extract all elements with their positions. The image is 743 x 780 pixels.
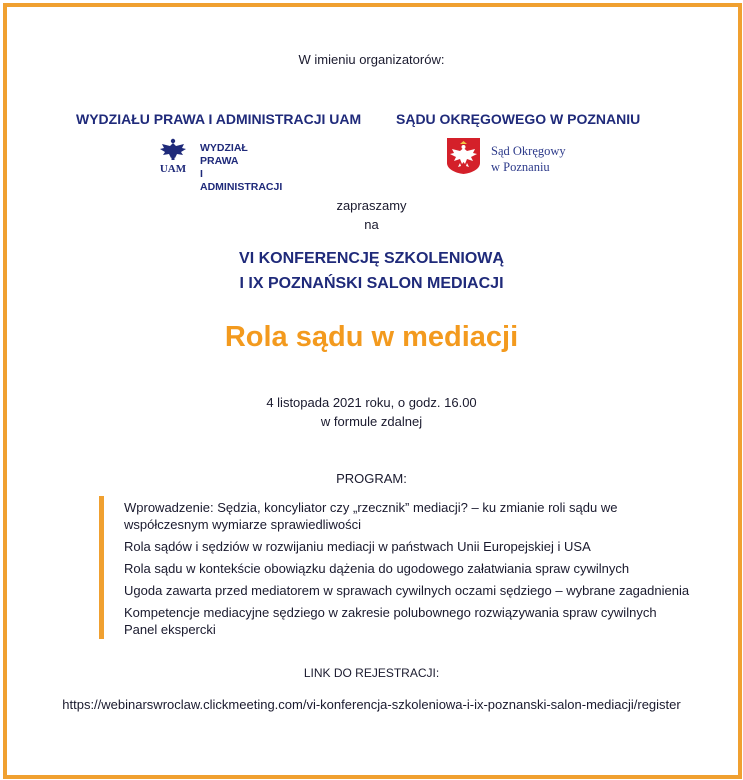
- uam-logo: [158, 136, 283, 193]
- court-logo-text: [491, 143, 566, 175]
- uam-logo-mark: UAM: [159, 163, 187, 174]
- program-accent-bar: [99, 496, 104, 639]
- intro-text: W imieniu organizatorów:: [298, 52, 445, 67]
- uam-logo-text-line1: WYDZIAŁ PRAWA: [200, 142, 248, 167]
- program-item: Wprowadzenie: Sędzia, koncyliator czy „rzecznik” mediacji? – ku zmianie roli sądu we współczesnym wymiarze sprawiedliwości: [124, 500, 618, 532]
- registration-label: LINK DO REJESTRACJI:: [303, 666, 440, 680]
- uam-logo-text-line2: I ADMINISTRACJI: [200, 168, 283, 193]
- event-format: w formule zdalnej: [320, 414, 423, 429]
- polish-eagle-shield-icon: [446, 137, 481, 175]
- invitation-line1: zapraszamy: [336, 198, 407, 213]
- organizer-uam-name: WYDZIAŁU PRAWA I ADMINISTRACJI UAM: [76, 111, 362, 127]
- program-item: Rola sądów i sędziów w rozwijaniu mediacji w państwach Unii Europejskiej i USA: [124, 539, 591, 554]
- event-title-line1: VI KONFERENCJĘ SZKOLENIOWĄ: [239, 250, 504, 267]
- organizer-court-name: SĄDU OKRĘGOWEGO W POZNANIU: [396, 111, 641, 127]
- invitation-line2: na: [364, 217, 379, 232]
- program-item: Rola sądu w kontekście obowiązku dążenia do ugodowego załatwiania spraw cywilnych: [124, 561, 630, 576]
- program-item: Ugoda zawarta przed mediatorem w sprawach cywilnych oczami sędziego – wybrane zagadnienia: [124, 583, 690, 598]
- court-logo: [446, 137, 586, 177]
- program-label: PROGRAM:: [336, 471, 407, 486]
- event-headline: Rola sądu w mediacji: [224, 321, 519, 353]
- program-item: Kompetencje mediacyjne sędziego w zakresie polubownego rozwiązywania spraw cywilnych: [124, 605, 657, 620]
- event-date: 4 listopada 2021 roku, o godz. 16.00: [266, 395, 477, 410]
- program-item: Panel ekspercki: [124, 622, 216, 637]
- court-logo-text-line2: w Poznaniu: [491, 160, 550, 174]
- uam-eagle-emblem-icon: [158, 136, 188, 174]
- uam-logo-text: [200, 142, 282, 194]
- court-logo-text-line1: Sąd Okręgowy: [491, 144, 566, 158]
- registration-link[interactable]: https://webinarswroclaw.clickmeeting.com/vi-konferencja-szkoleniowa-i-ix-poznanski-salon-mediacji/register: [62, 697, 681, 712]
- event-title-line2: I IX POZNAŃSKI SALON MEDIACJI: [239, 275, 504, 292]
- program-list: [124, 499, 704, 638]
